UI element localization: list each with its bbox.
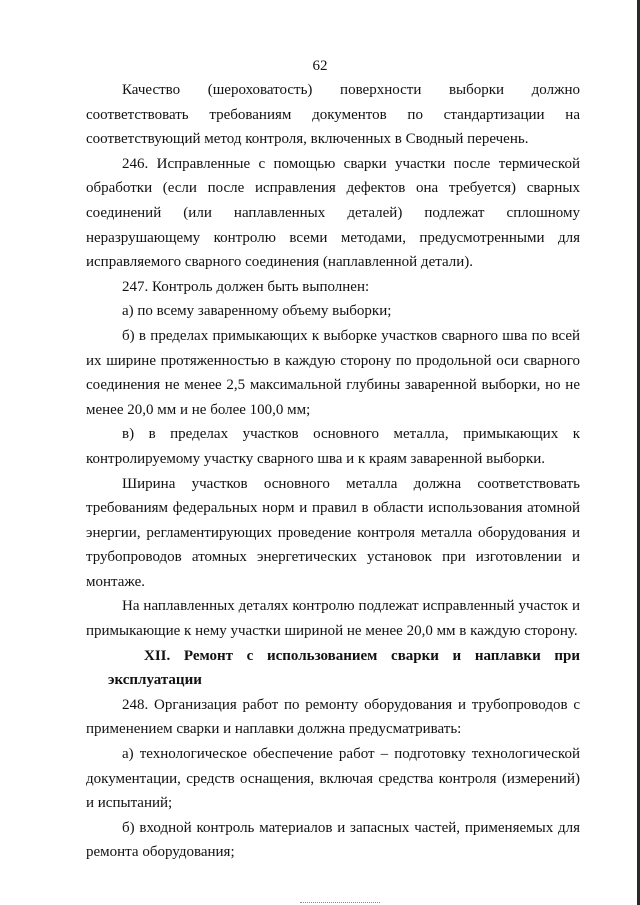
list-item-248-a: а) технологическое обеспечение работ – подготовку технологической документации, средств оснащения, включая средства контроля (измерений) и испытаний; xyxy=(86,746,580,812)
list-item-248-b: б) входной контроль материалов и запасных частей, применяемых для ремонта оборудования; xyxy=(86,819,580,861)
page-number: 62 xyxy=(312,58,328,74)
list-item-v: в) в пределах участков основного металла, примыкающих к контролируемому участку сварного шва и к краям заваренной выборки. xyxy=(86,426,580,467)
paragraph-247: 247. Контроль должен быть выполнен: xyxy=(122,278,370,295)
list-item-b: б) в пределах примыкающих к выборке участков сварного шва по всей их ширине протяженностью в каждую сторону по продольной оси сварного соединения не менее 2,5 максимальной глубины заваренной выборки, но не менее 20,0 мм и не более 100,0 мм; xyxy=(86,327,580,418)
body-text xyxy=(86,78,580,865)
section-heading: XII. Ремонт с использованием сварки и наплавки при эксплуатации xyxy=(108,647,580,689)
paragraph-width: Ширина участков основного металла должна соответствовать требованиям федеральных норм и правил в области использования атомной энергии, регламентирующих проведение контроля металла оборудования и трубопроводов атомных энергетических установок при изготовлении и монтаже. xyxy=(86,475,580,590)
list-item-a: а) по всему заваренному объему выборки; xyxy=(122,303,392,320)
scan-edge-dots xyxy=(300,902,380,903)
paragraph-246: 246. Исправленные с помощью сварки участки после термической обработки (если после исправления дефектов она требуется) сварных соединений (или наплавленных деталей) подлежат сплошному неразрушающему контролю всеми методами, предусмотренными для исправляемого сварного соединения (наплавленной детали). xyxy=(86,155,580,271)
paragraph-roughness: Качество (шероховатость) поверхности выборки должно соответствовать требованиям документов по стандартизации на соответствующий метод контроля, включенных в Сводный перечень. xyxy=(86,82,580,148)
paragraph-deposited-parts: На наплавленных деталях контролю подлежат исправленный участок и примыкающие к нему участки шириной не менее 20,0 мм в каждую сторону. xyxy=(86,598,580,640)
paragraph-248: 248. Организация работ по ремонту оборудования и трубопроводов с применением сварки и наплавки должна предусматривать: xyxy=(86,696,580,738)
